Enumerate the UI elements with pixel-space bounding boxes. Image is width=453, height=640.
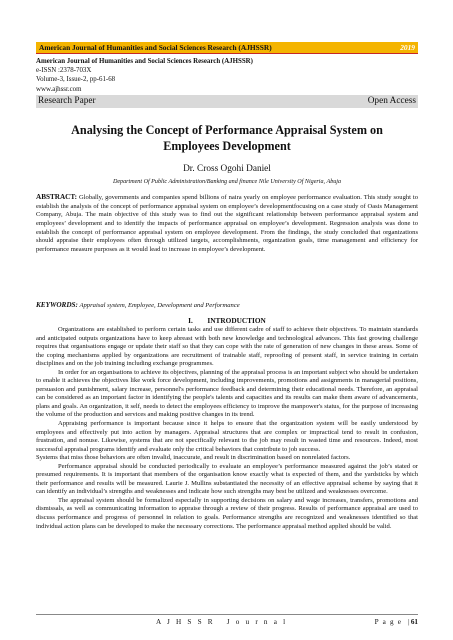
issn: e-ISSN :2378-703X — [36, 67, 92, 75]
journal-info — [36, 57, 253, 94]
keywords-label: KEYWORDS: — [36, 301, 78, 309]
footer-page — [375, 618, 418, 626]
paper-type-bar — [36, 95, 418, 108]
section-heading: I. INTRODUCTION — [188, 316, 266, 325]
author-affiliation: Department Of Public Administration/Banking and finance Nile University Of Nigeria, Abuja — [112, 179, 342, 185]
keywords-text: Appraisal system, Employee, Development and Performance — [79, 302, 240, 309]
title-line-1: Analysing the Concept of Performance Appraisal System on — [71, 123, 383, 137]
paper-type: Research Paper — [38, 96, 96, 106]
body-paragraph: Systems that miss those behaviors are often invalid, inaccurate, and result in discrimination based on nonrelated factors. — [36, 454, 351, 462]
article-body — [36, 326, 418, 531]
banner-year: 2019 — [400, 43, 415, 52]
page-number: 61 — [410, 618, 418, 626]
banner-journal-name: American Journal of Humanities and Social Sciences Research (AJHSSR) — [39, 43, 272, 52]
keywords — [36, 301, 418, 309]
title-line-2: Employees Development — [163, 138, 291, 153]
journal-name: American Journal of Humanities and Social Sciences Research (AJHSSR) — [36, 58, 253, 65]
body-paragraph: Appraising performance is important because since it helps to ensure that the organization system will be easily understood by employees and effectively put into action by managers. Appraisal structures that are complex or impractical tend to result in confusion, frustration, and nonuse. Likewise, systems that are not specifically relevant to the job may result in wasted time and resources. Indeed, most successful appraisal programs identify and evaluate only the critical behaviors that contribute to job success. — [36, 420, 418, 453]
website-link[interactable]: www.ajhssr.com — [36, 85, 82, 93]
access-type: Open Access — [367, 96, 416, 106]
body-paragraph: The appraisal system should be formalized especially in supporting decisions on salary and wage increases, transfers, promotions and dismissals, as well as communicating information to appraise through a review of their progress. Results of performance appraisal are used to discuss performance and progress of personnel in relation to goals. Performance strengths are recognized and weaknesses identified so that individual action plans can be developed to make the necessary corrections. The performance appraisal method applied should be valid. — [36, 496, 418, 530]
abstract-text: Globally, governments and companies spend billions of naira yearly on employee performance evaluation. This study sought to establish the analysis of the concept of performance appraisal system on employee’s developmentfocusing on a case study of Oasis Management Company, Abuja. The main objective of this study was to find out the significant relationship between performance appraisal system and employees’ development and to identify the impacts of performance appraisal on employee’s development. Regression analysis was done to establish the concept of performance appraisal system on employee development. From the findings, the study concluded that organizations should appraise their employees often through utilized targets, accomplishments, organization goals, time management and efficiency for performance measure purposes as it would lead to increase in employee’s development. — [36, 194, 418, 253]
journal-banner — [36, 42, 418, 54]
article-title — [36, 123, 418, 154]
volume-info: Volume-3, Issue-2, pp-61-68 — [36, 76, 116, 84]
body-paragraph: Organizations are established to perform certain tasks and use different cadre of staff to achieve their objectives. To maintain standards and anticipated outputs organizations have to keep abreast with both new knowledge and technological advances. This fast growing challenge requires that organisations engage or update their staff so that they can cope with the rate of generation of new changes in these areas. Some of the coping mechanisms applied by organizations are recruitment of trainable staff, reproofing of present staff, in service training in certain disciplines and on the job training including exchange programmes. — [36, 326, 418, 368]
footer-page-prefix: P a g e | — [374, 618, 411, 626]
author-name: Dr. Cross Ogohi Daniel — [183, 164, 271, 174]
footer-journal: A J H S S R J o u r n a l — [156, 618, 288, 626]
body-paragraph: Performance appraisal should be conducted periodically to evaluate an employee’s performance measured against the job’s stated or presumed requirements. It is important that members of the organisation know exactly what is expected of them, and the yardsticks by which their performance and results will be measured. Laurie J. Mullins substantiated the necessity of an effective appraisal scheme by saying that it can identify an individual’s strengths and weaknesses and indicate how such strengths may best be utilized and weaknesses overcome. — [36, 462, 418, 496]
abstract — [36, 193, 418, 255]
page-footer — [36, 614, 418, 629]
abstract-label: ABSTRACT: — [36, 193, 78, 201]
body-paragraph: In order for an organisations to achieve its objectives, planning of the appraisal process is an important subject who should be undertaken to enable it achieves the objectives like work force development, including improvements, promotions and assignments in managerial positions, persuasion and punishment, salary increase, personnel's performance feedback and determining their educational needs. Therefore, an appraisal can be considered as an important factor in identifying the people's talents and capacities and its results can make them aware of advancements, plans and goals. An organization, it self, needs to detect the employees efficiency to improve the manpower's status, for the purpose of increasing the volume of the production and services and making positive changes in its trend. — [36, 368, 418, 419]
